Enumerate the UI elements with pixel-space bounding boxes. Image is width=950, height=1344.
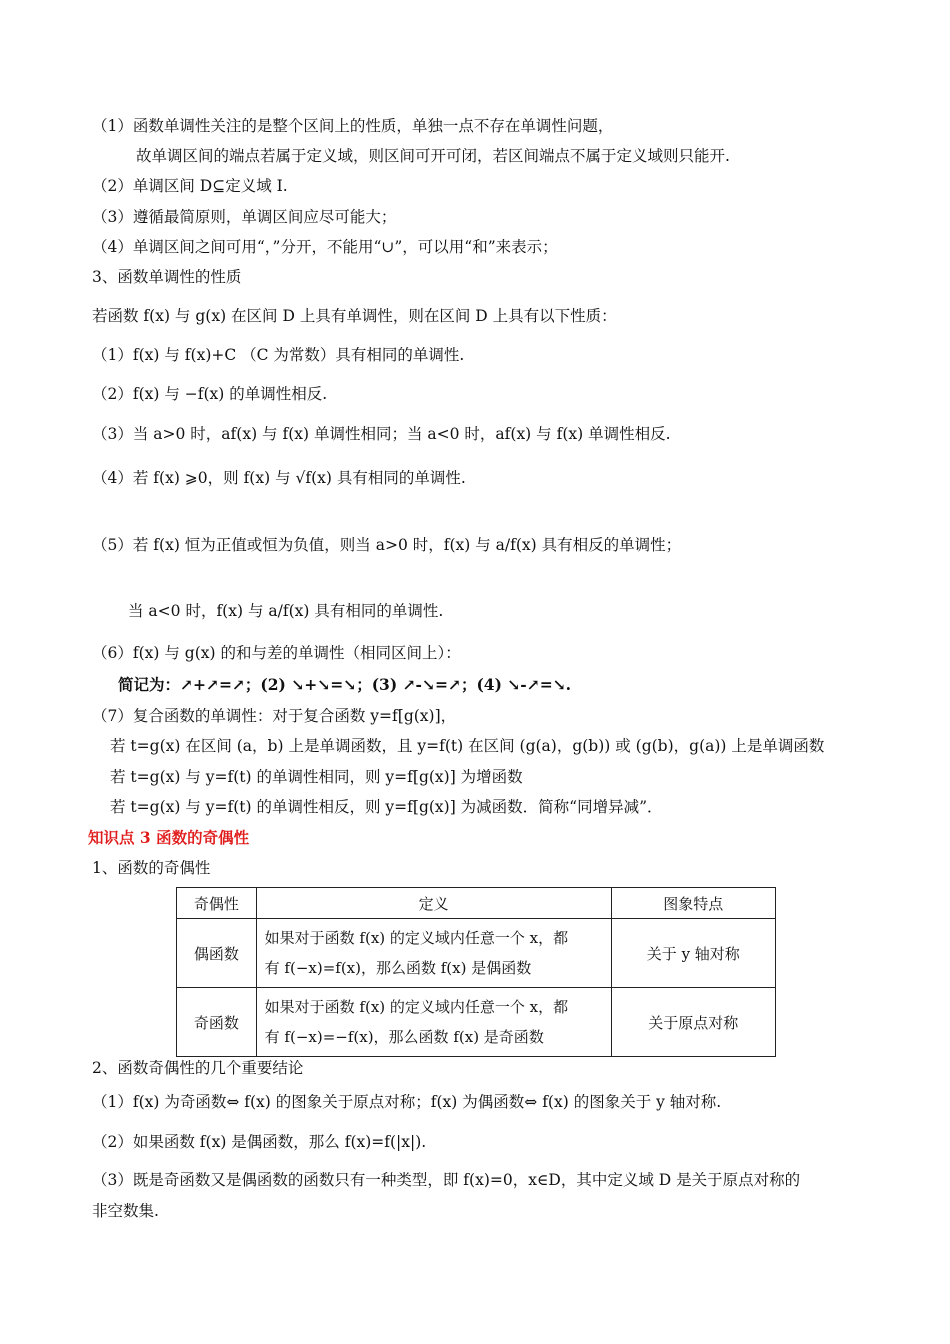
table-cell-feature: 关于 y 轴对称 [611, 919, 775, 988]
text-line-l14: （6）f(x) 与 g(x) 的和与差的单调性（相同区间上）： [92, 644, 461, 662]
text-line-l19: 若 t=g(x) 与 y=f(t) 的单调性相反，则 y=f[g(x)] 为减函数．简称“同增异减”． [110, 798, 663, 816]
text-line-l22: 2、函数奇偶性的几个重要结论 [92, 1059, 304, 1077]
table-cell-type: 偶函数 [177, 919, 257, 988]
text-line-l21: 1、函数的奇偶性 [92, 859, 211, 877]
table-header: 定义 [256, 888, 611, 919]
text-line-l12: （5）若 f(x) 恒为正值或恒为负值，则当 a>0 时，f(x) 与 a/f(x) 具有相反的单调性； [92, 536, 682, 554]
definition-line: 有 f(−x)=f(x)，那么函数 f(x) 是偶函数 [264, 959, 532, 977]
table-header: 奇偶性 [177, 888, 257, 919]
text-line-l2: 故单调区间的端点若属于定义域，则区间可开可闭，若区间端点不属于定义域则只能开. [136, 147, 730, 165]
table-row [177, 988, 776, 1057]
text-line-l20: 知识点 3 函数的奇偶性 [88, 828, 250, 847]
text-line-l23: （1）f(x) 为奇函数⇔ f(x) 的图象关于原点对称；f(x) 为偶函数⇔ f(x) 的图象关于 y 轴对称. [92, 1093, 722, 1111]
table-header-row [177, 888, 776, 919]
definition-line: 有 f(−x)=−f(x)，那么函数 f(x) 是奇函数 [264, 1028, 544, 1046]
text-line-l3: （2）单调区间 D⊆定义域 I. [92, 177, 288, 195]
text-line-l13: 当 a<0 时，f(x) 与 a/f(x) 具有相同的单调性. [128, 602, 444, 620]
text-line-l6: 3、函数单调性的性质 [92, 268, 242, 286]
table-cell-type: 奇函数 [177, 988, 257, 1057]
text-line-l18: 若 t=g(x) 与 y=f(t) 的单调性相同，则 y=f[g(x)] 为增函数 [110, 768, 523, 786]
text-line-l17: 若 t=g(x) 在区间 (a，b) 上是单调函数，且 y=f(t) 在区间 (g(a)，g(b)) 或 (g(b)，g(a)) 上是单调函数 [110, 737, 825, 755]
text-line-l5: （4）单调区间之间可用“，”分开，不能用“∪”，可以用“和”来表示； [92, 238, 558, 256]
text-line-l26: 非空数集. [92, 1202, 159, 1220]
text-line-l16: （7）复合函数的单调性：对于复合函数 y=f[g(x)]， [92, 707, 457, 725]
table-cell-feature: 关于原点对称 [611, 988, 775, 1057]
table-row [177, 919, 776, 988]
text-line-l11: （4）若 f(x) ⩾0，则 f(x) 与 √f(x) 具有相同的单调性. [92, 469, 466, 487]
text-line-l1: （1）函数单调性关注的是整个区间上的性质，单独一点不存在单调性问题， [92, 117, 614, 135]
text-line-l7: 若函数 f(x) 与 g(x) 在区间 D 上具有单调性，则在区间 D 上具有以下性质： [92, 307, 617, 325]
text-line-l10: （3）当 a>0 时，af(x) 与 f(x) 单调性相同；当 a<0 时，af(x) 与 f(x) 单调性相反. [92, 425, 671, 443]
table-cell-definition [256, 988, 611, 1057]
text-line-l4: （3）遵循最简原则，单调区间应尽可能大； [92, 208, 397, 226]
parity-table [176, 887, 776, 1057]
text-line-l25: （3）既是奇函数又是偶函数的函数只有一种类型，即 f(x)=0，x∈D，其中定义域 D 是关于原点对称的 [92, 1171, 801, 1189]
definition-line: 如果对于函数 f(x) 的定义域内任意一个 x，都 [264, 998, 569, 1016]
text-line-l9: （2）f(x) 与 −f(x) 的单调性相反. [92, 385, 328, 403]
text-line-l15: 简记为：↗+↗=↗；(2) ↘+↘=↘；(3) ↗-↘=↗；(4) ↘-↗=↘. [118, 675, 572, 694]
text-line-l24: （2）如果函数 f(x) 是偶函数，那么 f(x)=f(|x|). [92, 1133, 427, 1151]
text-line-l8: （1）f(x) 与 f(x)+C （C 为常数）具有相同的单调性. [92, 346, 465, 364]
table-cell-definition [256, 919, 611, 988]
definition-line: 如果对于函数 f(x) 的定义域内任意一个 x，都 [264, 929, 569, 947]
table-header: 图象特点 [611, 888, 775, 919]
